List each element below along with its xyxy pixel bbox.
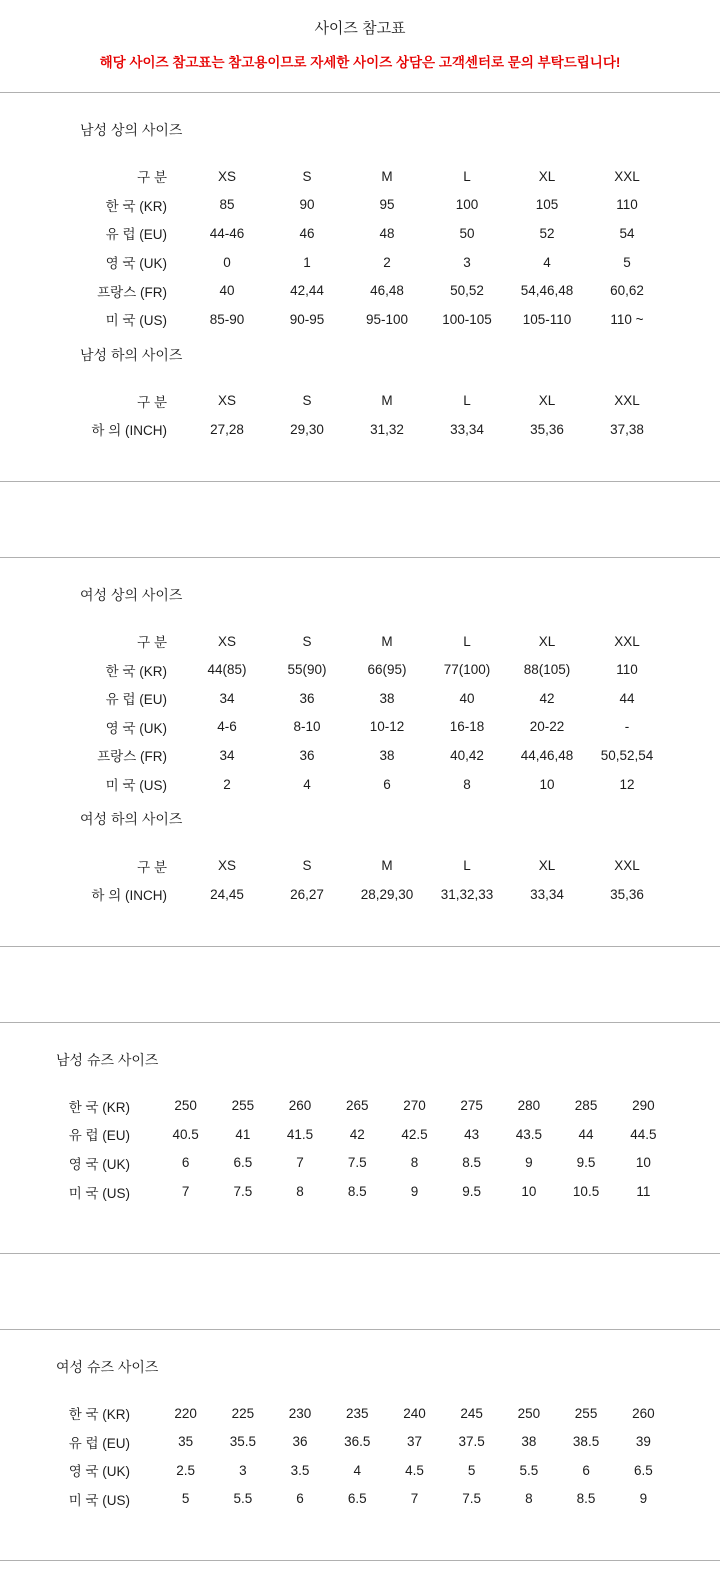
size-table [56, 1399, 672, 1513]
size-value-cell: 41 [235, 1126, 251, 1142]
size-value-cell: 8-10 [293, 719, 321, 735]
size-value-cell: 85 [219, 197, 235, 213]
size-header-cell: M [381, 858, 393, 874]
size-value-cell: 7 [181, 1184, 190, 1200]
size-value-cell: 40.5 [172, 1126, 199, 1142]
size-value-cell: 6.5 [347, 1491, 367, 1507]
size-value-cell: 90-95 [289, 311, 325, 327]
size-group [0, 1022, 720, 1254]
size-value-cell: 9.5 [576, 1155, 596, 1171]
size-value-cell: 85-90 [209, 311, 245, 327]
size-value-cell: 2 [383, 254, 391, 270]
size-group [0, 92, 720, 482]
notice-text: 해당 사이즈 참고표는 참고용이므로 자세한 사이즈 상담은 고객센터로 문의 부탁드립니다! [99, 55, 621, 70]
size-value-cell: 275 [460, 1098, 483, 1114]
table-row [56, 1120, 672, 1149]
size-value-cell: 44(85) [207, 662, 247, 678]
size-value-cell: 9 [410, 1184, 419, 1200]
size-value-cell: 34 [219, 690, 235, 706]
row-label-cell: 영 국 (UK) [68, 1156, 131, 1172]
size-value-cell: 220 [174, 1405, 197, 1421]
table-row [62, 219, 667, 248]
table-row [56, 1427, 672, 1456]
size-value-cell: 265 [345, 1098, 369, 1114]
size-value-cell: 5 [181, 1491, 190, 1507]
size-value-cell: 8.5 [462, 1155, 482, 1171]
table-header-row [62, 627, 667, 656]
size-value-cell: 54 [619, 225, 635, 241]
size-value-cell: 27,28 [210, 421, 244, 437]
row-label-cell: 하 의 (INCH) [91, 888, 167, 904]
size-value-cell: 6 [383, 776, 391, 792]
size-value-cell: 6.5 [233, 1155, 253, 1171]
size-value-cell: 46,48 [370, 283, 404, 299]
header-label-cell: 구 분 [137, 859, 167, 875]
size-value-cell: 5.5 [519, 1462, 539, 1478]
size-table [62, 387, 667, 444]
size-value-cell: 110 ~ [610, 311, 644, 327]
size-value-cell: 37.5 [458, 1434, 485, 1450]
table-row [56, 1456, 672, 1485]
size-value-cell: 36 [299, 747, 315, 763]
size-value-cell: 40,42 [450, 747, 484, 763]
size-value-cell: 4 [303, 776, 311, 792]
size-value-cell: 245 [460, 1405, 483, 1421]
row-label-cell: 미 국 (US) [68, 1492, 131, 1508]
size-value-cell: 43.5 [515, 1126, 542, 1142]
table-row [62, 684, 667, 713]
size-header-cell: XXL [614, 633, 640, 649]
size-header-cell: S [302, 858, 312, 874]
table-row [62, 741, 667, 770]
size-value-cell: 44.5 [630, 1126, 657, 1142]
size-value-cell: 9 [639, 1491, 648, 1507]
size-header-cell: S [302, 393, 312, 409]
table-row [62, 276, 667, 305]
size-section [0, 809, 720, 908]
size-value-cell: 38 [379, 747, 395, 763]
size-value-cell: 7.5 [233, 1184, 253, 1200]
section-heading: 여성 상의 사이즈 [80, 586, 183, 603]
size-value-cell: 95 [379, 197, 395, 213]
table-header-row [62, 387, 667, 416]
size-value-cell: 2.5 [176, 1462, 196, 1478]
size-section [0, 120, 720, 334]
size-value-cell: 100 [455, 197, 479, 213]
size-value-cell: 44,46,48 [520, 747, 574, 763]
size-value-cell: 48 [379, 225, 395, 241]
size-value-cell: 36.5 [344, 1434, 371, 1450]
size-value-cell: 9 [525, 1155, 533, 1171]
table-row [62, 880, 667, 909]
size-header-cell: XL [538, 393, 556, 409]
size-value-cell: 270 [403, 1098, 426, 1114]
size-value-cell: 255 [574, 1405, 598, 1421]
size-value-cell: 8 [525, 1491, 533, 1507]
row-label-cell: 한 국 (KR) [68, 1407, 131, 1423]
size-value-cell: 44-46 [209, 225, 245, 241]
row-label-cell: 영 국 (UK) [105, 720, 167, 736]
size-value-cell: 66(95) [367, 662, 407, 678]
size-value-cell: 260 [288, 1098, 312, 1114]
size-header-cell: L [463, 393, 471, 409]
size-value-cell: 11 [636, 1184, 651, 1200]
size-value-cell: 54,46,48 [520, 283, 574, 299]
table-row [56, 1149, 672, 1178]
size-value-cell: 42 [539, 690, 555, 706]
size-value-cell: 28,29,30 [360, 886, 414, 902]
size-value-cell: 33,34 [530, 886, 564, 902]
size-value-cell: 44 [619, 690, 635, 706]
size-header-cell: XL [538, 858, 556, 874]
size-value-cell: 255 [231, 1098, 255, 1114]
size-value-cell: - [624, 719, 630, 735]
size-value-cell: 9.5 [462, 1184, 482, 1200]
row-label-cell: 한 국 (KR) [105, 663, 167, 679]
size-header-cell: XXL [614, 168, 640, 184]
size-value-cell: 5 [467, 1462, 476, 1478]
size-value-cell: 36 [299, 690, 315, 706]
row-label-cell: 프랑스 (FR) [97, 284, 167, 300]
size-value-cell: 5 [623, 254, 631, 270]
size-value-cell: 77(100) [443, 662, 491, 678]
size-value-cell: 41.5 [286, 1126, 314, 1142]
size-value-cell: 290 [632, 1098, 655, 1114]
size-value-cell: 7.5 [462, 1491, 482, 1507]
size-value-cell: 110 [616, 662, 638, 678]
table-row [62, 191, 667, 220]
size-value-cell: 7.5 [347, 1155, 367, 1171]
size-value-cell: 16-18 [449, 719, 485, 735]
row-label-cell: 한 국 (KR) [68, 1099, 131, 1115]
size-section [0, 1357, 720, 1513]
size-group [0, 1329, 720, 1561]
size-value-cell: 0 [223, 254, 231, 270]
table-row [56, 1177, 672, 1206]
size-value-cell: 29,30 [290, 421, 324, 437]
size-header-cell: M [381, 633, 393, 649]
row-label-cell: 유 럽 (EU) [105, 227, 167, 243]
size-value-cell: 50,52,54 [600, 747, 654, 763]
size-value-cell: 240 [403, 1405, 426, 1421]
size-value-cell: 24,45 [210, 886, 244, 902]
size-value-cell: 6 [296, 1491, 304, 1507]
size-value-cell: 10 [635, 1155, 651, 1171]
size-value-cell: 100-105 [442, 311, 492, 327]
row-label-cell: 미 국 (US) [105, 313, 167, 329]
row-label-cell: 한 국 (KR) [105, 198, 167, 214]
size-value-cell: 105 [535, 197, 559, 213]
size-table [62, 162, 667, 334]
size-value-cell: 110 [616, 197, 638, 213]
row-label-cell: 유 럽 (EU) [105, 692, 167, 708]
size-value-cell: 43 [464, 1126, 480, 1142]
size-value-cell: 250 [517, 1405, 541, 1421]
size-value-cell: 33,34 [450, 421, 484, 437]
size-header-cell: M [381, 168, 393, 184]
size-section [0, 345, 720, 444]
size-value-cell: 26,27 [290, 886, 324, 902]
size-value-cell: 35,36 [530, 421, 564, 437]
size-value-cell: 10-12 [369, 719, 405, 735]
size-value-cell: 4 [353, 1462, 362, 1478]
table-row [56, 1092, 672, 1121]
header-label-cell: 구 분 [137, 394, 167, 410]
size-value-cell: 250 [174, 1098, 197, 1114]
size-value-cell: 8 [410, 1155, 419, 1171]
size-header-cell: XS [217, 858, 236, 874]
size-value-cell: 37,38 [610, 421, 644, 437]
row-label-cell: 유 럽 (EU) [68, 1435, 131, 1451]
table-row [62, 713, 667, 742]
size-value-cell: 44 [578, 1126, 594, 1142]
row-label-cell: 하 의 (INCH) [91, 423, 167, 439]
size-header-cell: XS [217, 168, 236, 184]
table-row [62, 305, 667, 334]
table-row [62, 655, 667, 684]
size-value-cell: 7 [410, 1491, 419, 1507]
size-value-cell: 105-110 [522, 311, 572, 327]
header-label-cell: 구 분 [137, 635, 167, 651]
size-value-cell: 10 [521, 1184, 537, 1200]
size-value-cell: 35 [178, 1434, 194, 1450]
size-value-cell: 42 [349, 1126, 365, 1142]
page-title: 사이즈 참고표 [314, 20, 406, 37]
row-label-cell: 프랑스 (FR) [97, 749, 167, 765]
size-value-cell: 38 [521, 1434, 537, 1450]
size-value-cell: 8 [296, 1184, 304, 1200]
size-value-cell: 7 [296, 1155, 304, 1171]
size-value-cell: 10.5 [572, 1184, 600, 1200]
row-label-cell: 영 국 (UK) [68, 1464, 131, 1480]
section-heading: 여성 슈즈 사이즈 [56, 1358, 159, 1375]
size-value-cell: 40 [459, 690, 475, 706]
table-row [56, 1485, 672, 1514]
size-value-cell: 3.5 [290, 1462, 310, 1478]
table-header-row [62, 162, 667, 191]
size-value-cell: 60,62 [610, 283, 644, 299]
row-label-cell: 영 국 (UK) [105, 256, 167, 272]
section-heading: 여성 하의 사이즈 [80, 811, 183, 828]
section-heading: 남성 하의 사이즈 [80, 346, 183, 363]
size-value-cell: 31,32 [370, 421, 404, 437]
size-value-cell: 5.5 [233, 1491, 253, 1507]
size-header-cell: XL [538, 633, 556, 649]
table-row [62, 770, 667, 799]
size-value-cell: 6 [181, 1155, 190, 1171]
size-header-cell: XXL [614, 858, 640, 874]
size-value-cell: 42,44 [290, 283, 324, 299]
size-value-cell: 46 [299, 225, 315, 241]
size-section [0, 585, 720, 799]
size-value-cell: 235 [345, 1405, 369, 1421]
size-value-cell: 280 [517, 1098, 541, 1114]
size-value-cell: 35.5 [229, 1434, 256, 1450]
size-header-cell: L [463, 633, 471, 649]
size-header-cell: XS [217, 633, 236, 649]
size-header-cell: S [302, 168, 312, 184]
size-value-cell: 8 [463, 776, 471, 792]
size-value-cell: 3 [239, 1462, 247, 1478]
size-header-cell: XS [217, 393, 236, 409]
size-table [56, 1092, 672, 1206]
size-value-cell: 2 [223, 776, 231, 792]
size-value-cell: 8.5 [576, 1491, 596, 1507]
size-value-cell: 38.5 [572, 1434, 600, 1450]
table-header-row [62, 851, 667, 880]
size-value-cell: 1 [303, 254, 311, 270]
size-value-cell: 8.5 [347, 1184, 367, 1200]
table-row [56, 1399, 672, 1428]
row-label-cell: 미 국 (US) [68, 1185, 131, 1201]
size-value-cell: 12 [619, 776, 635, 792]
size-value-cell: 50 [459, 225, 475, 241]
size-header-cell: XL [538, 168, 556, 184]
size-value-cell: 4 [543, 254, 551, 270]
size-value-cell: 42.5 [401, 1126, 428, 1142]
section-heading: 남성 슈즈 사이즈 [56, 1051, 159, 1068]
row-label-cell: 유 럽 (EU) [68, 1128, 131, 1144]
size-header-cell: L [463, 168, 471, 184]
size-value-cell: 34 [219, 747, 235, 763]
size-chart-page [0, 17, 720, 1561]
row-label-cell: 미 국 (US) [105, 778, 167, 794]
size-value-cell: 95-100 [365, 311, 409, 327]
size-value-cell: 90 [299, 197, 315, 213]
size-value-cell: 36 [292, 1434, 308, 1450]
table-row [62, 415, 667, 444]
size-value-cell: 225 [231, 1405, 255, 1421]
size-value-cell: 260 [632, 1405, 655, 1421]
size-group [0, 557, 720, 947]
size-header-cell: L [463, 858, 471, 874]
size-value-cell: 6.5 [633, 1462, 653, 1478]
size-table [62, 851, 667, 908]
table-row [62, 248, 667, 277]
size-table [62, 627, 667, 799]
size-value-cell: 37 [406, 1434, 422, 1450]
size-groups [0, 92, 720, 1561]
size-value-cell: 3 [463, 254, 471, 270]
size-value-cell: 50,52 [450, 283, 484, 299]
size-value-cell: 88(105) [523, 662, 571, 678]
size-value-cell: 52 [539, 225, 555, 241]
size-value-cell: 40 [219, 283, 235, 299]
size-value-cell: 38 [379, 690, 395, 706]
size-value-cell: 4.5 [405, 1462, 424, 1478]
size-value-cell: 285 [574, 1098, 598, 1114]
size-value-cell: 35,36 [610, 886, 644, 902]
size-value-cell: 4-6 [217, 719, 237, 735]
header-label-cell: 구 분 [137, 170, 167, 186]
size-value-cell: 10 [539, 776, 555, 792]
size-header-cell: M [381, 393, 393, 409]
size-value-cell: 31,32,33 [440, 886, 494, 902]
size-value-cell: 55(90) [287, 662, 327, 678]
size-value-cell: 20-22 [529, 719, 565, 735]
size-value-cell: 39 [635, 1434, 651, 1450]
size-header-cell: XXL [614, 393, 640, 409]
size-value-cell: 230 [288, 1405, 312, 1421]
size-section [0, 1050, 720, 1206]
size-header-cell: S [302, 633, 312, 649]
section-heading: 남성 상의 사이즈 [80, 122, 183, 138]
size-value-cell: 6 [582, 1462, 590, 1478]
